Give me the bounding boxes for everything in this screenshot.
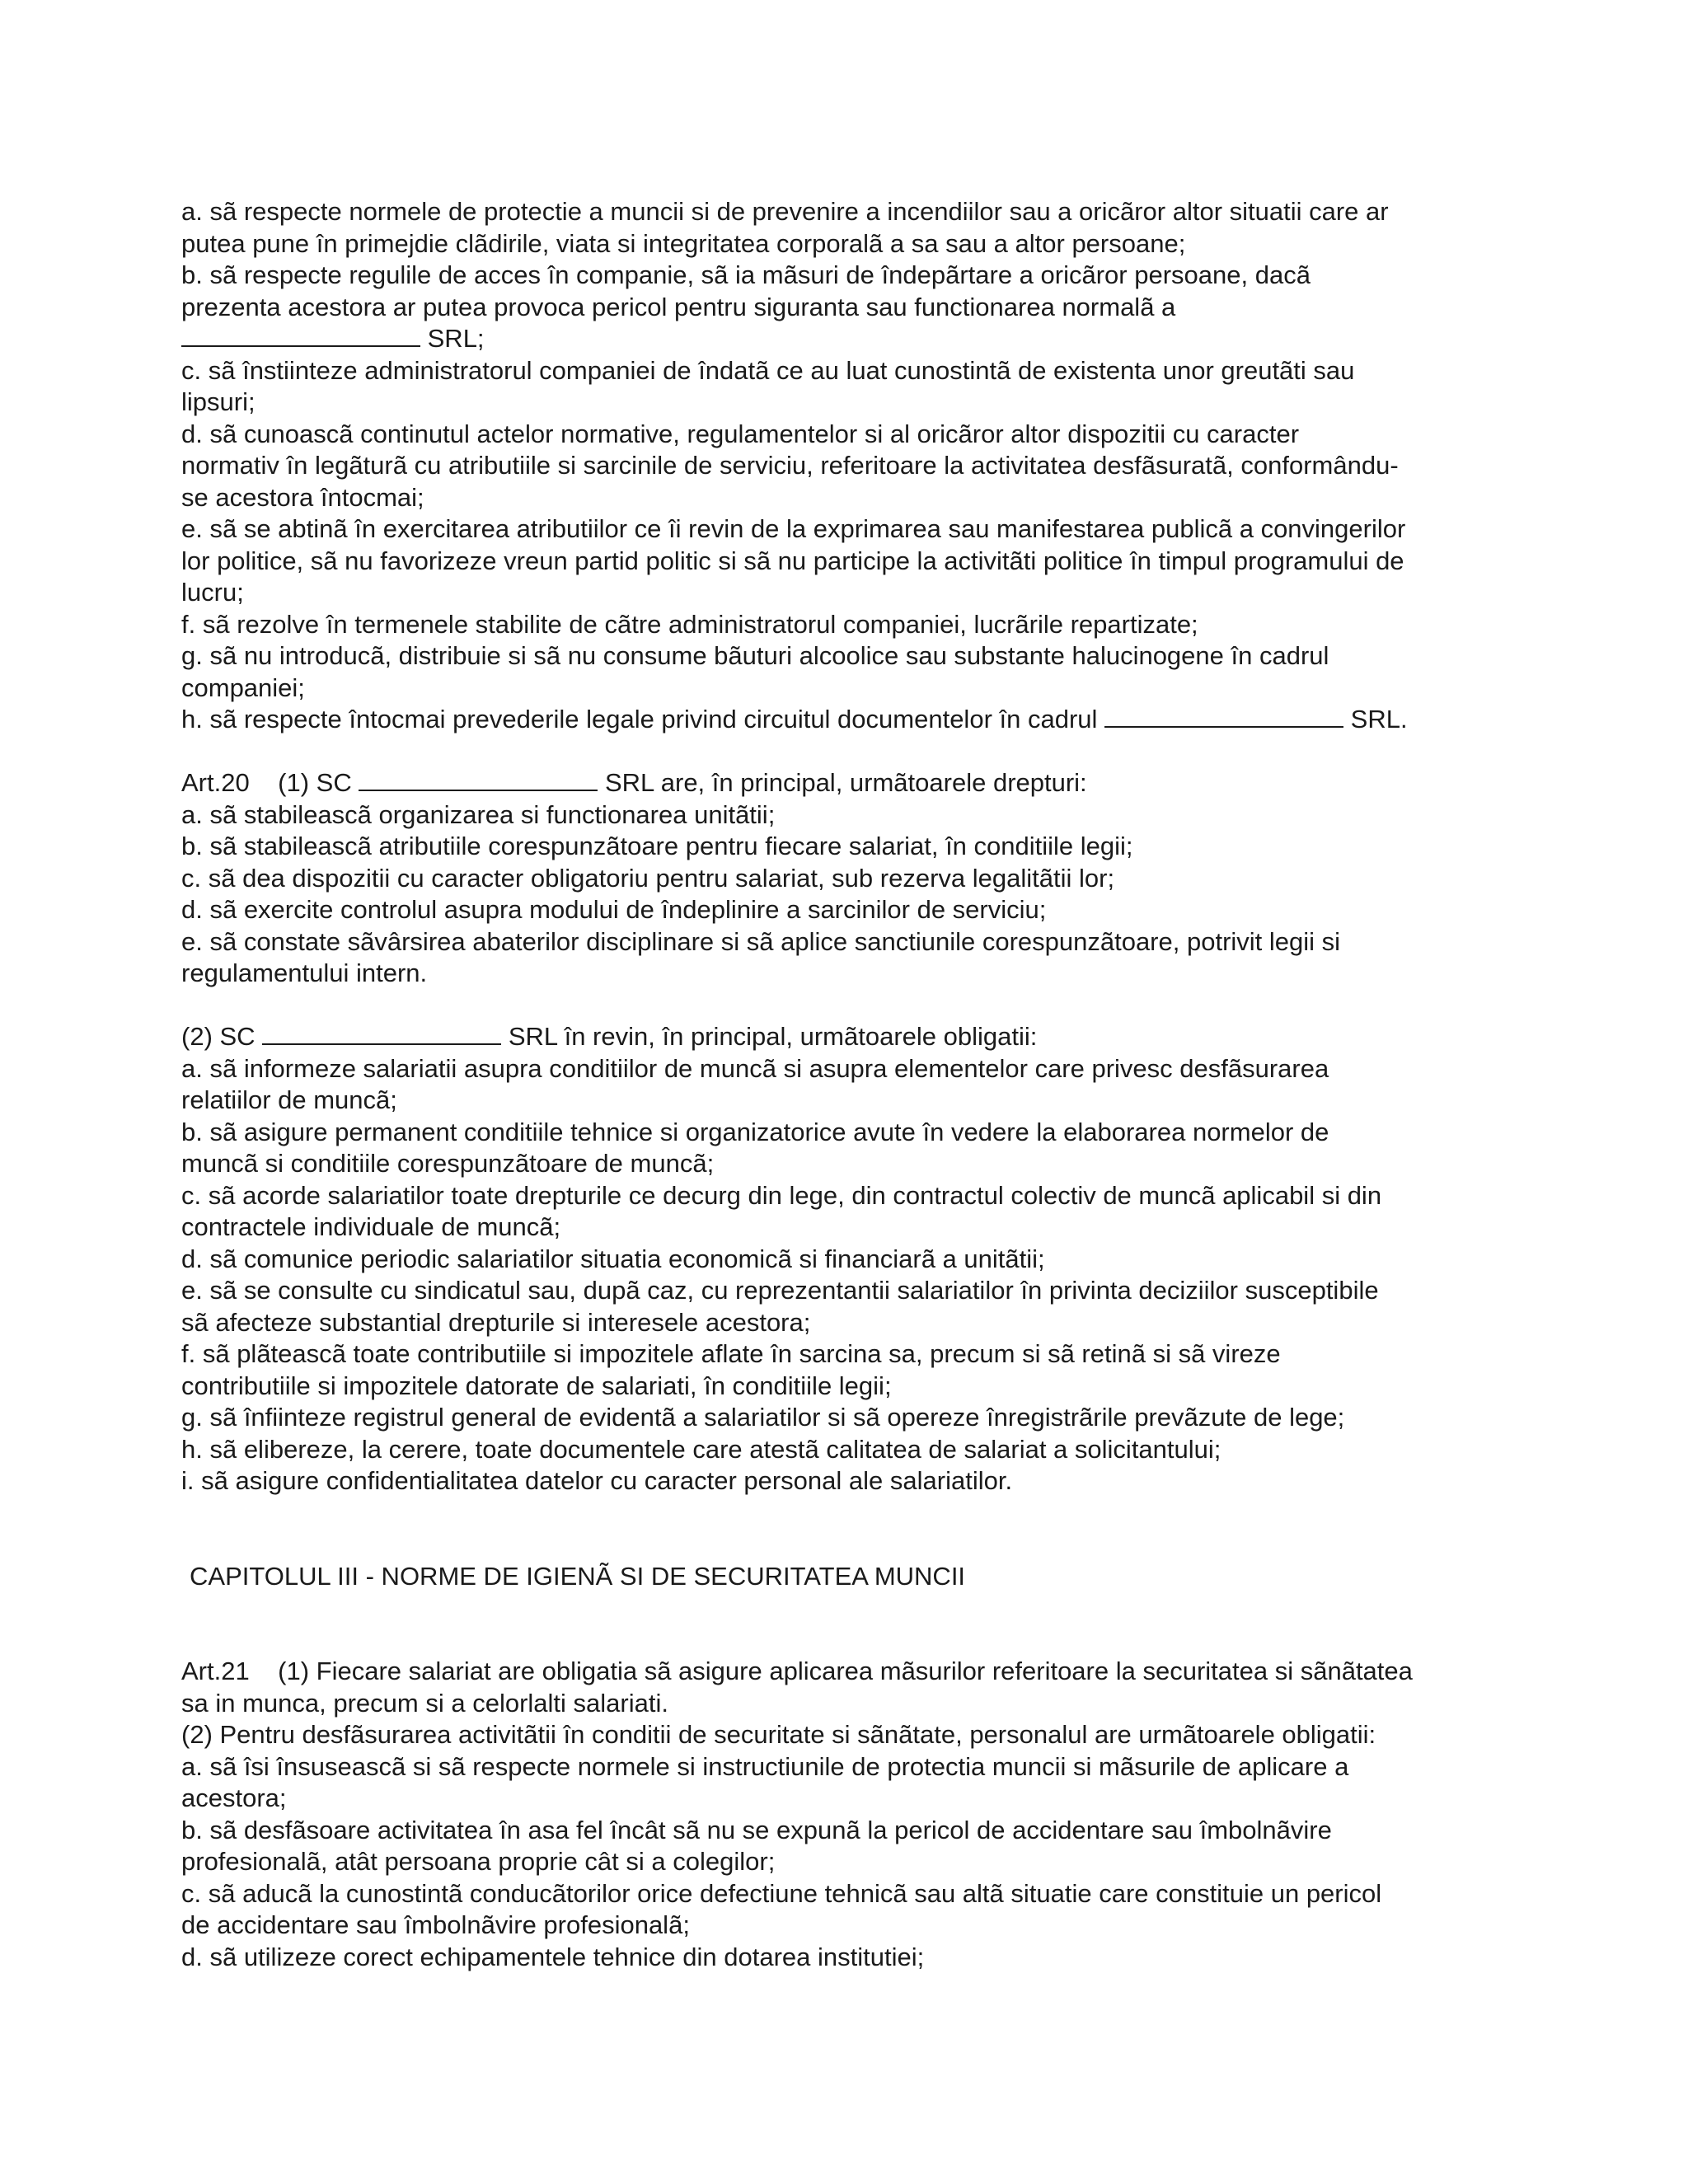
list-line: lipsuri; [181,387,256,416]
list-line [181,323,1517,355]
list-line: c. sã acorde salariatilor toate drepturile ce decurg din lege, din contractul colectiv de muncã aplicabil si din [181,1180,1382,1210]
list-line: b. sã asigure permanent conditiile tehnice si organizatorice avute în vedere la elaborarea normelor de [181,1117,1329,1146]
list-line: d. sã cunoascã continutul actelor normative, regulamentelor si al oricãror altor dispozitii cu caracter [181,419,1300,448]
srl-suffix: SRL; [427,324,485,353]
list-line: a. sã respecte normele de protectie a muncii si de prevenire a incendiilor sau a oricãror altor situatii care ar [181,197,1389,226]
list-line: h. sã elibereze, la cerere, toate documentele care atestã calitatea de salariat a solicitantului; [181,1434,1221,1464]
list-line: d. sã comunice periodic salariatilor situatia economicã si financiarã a unitãtii; [181,1244,1045,1273]
list-line: putea pune în primejdie clãdirile, viata si integritatea corporalã a sa sau a altor persoane; [181,228,1186,258]
company-name-blank [181,344,420,347]
list-line: d. sã utilizeze corect echipamentele tehnice din dotarea institutiei; [181,1942,925,1971]
list-line: profesionalã, atât persoana proprie cât si a colegilor; [181,1847,776,1876]
list-line: e. sã se abtinã în exercitarea atributiilor ce îi revin de la exprimarea sau manifestarea publicã a convingerilor [181,514,1406,543]
art20-prefix: Art.20 (1) SC [181,768,352,797]
list-line: a. sã informeze salariatii asupra conditiilor de muncã si asupra elementelor care privesc desfãsurarea [181,1053,1329,1083]
art21-safety [181,1656,1517,1973]
list-line: sa in munca, precum si a celorlalti salariati. [181,1688,668,1718]
document-page [181,196,1517,1973]
list-line: f. sã rezolve în termenele stabilite de cãtre administratorul companiei, lucrãrile repartizate; [181,609,1198,639]
srl-suffix: SRL. [1350,705,1408,733]
chapter-heading: CAPITOLUL III - NORME DE IGIENÃ SI DE SECURITATEA MUNCII [190,1561,966,1591]
art20-obligations [181,1021,1517,1497]
list-line: muncã si conditiile corespunzãtoare de muncã; [181,1149,715,1178]
list-line: normativ în legãturã cu atributiile si sarcinile de serviciu, referitoare la activitatea desfãsuratã, conformându- [181,451,1399,480]
list-line: acestora; [181,1783,287,1812]
employee-obligations-list [181,196,1517,736]
list-line: se acestora întocmai; [181,482,424,512]
list-line: e. sã constate sãvârsirea abaterilor disciplinare si sã aplice sanctiunile corespunzãtoare, potrivit legii si [181,926,1341,956]
list-line: e. sã se consulte cu sindicatul sau, dupã caz, cu reprezentantii salariatilor în privinta deciziilor susceptibile [181,1276,1379,1305]
list-line: de accidentare sau îmbolnãvire profesionalã; [181,1910,690,1939]
art20-2-prefix: (2) SC [181,1022,256,1051]
list-line: lor politice, sã nu favorizeze vreun partid politic si sã nu participe la activitãti politice în timpul programului de [181,546,1404,575]
list-line: i. sã asigure confidentialitatea datelor cu caracter personal ale salariatilor. [181,1466,1013,1495]
list-line: sã afecteze substantial drepturile si interesele acestora; [181,1307,811,1337]
company-name-blank [1104,725,1343,728]
list-line: c. sã înstiinteze administratorul companiei de îndatã ce au luat cunostintã de existenta unor greutãti sau [181,355,1355,385]
list-line: b. sã respecte regulile de acces în companie, sã ia mãsuri de îndepãrtare a oricãror persoane, dacã [181,260,1311,289]
list-line: contributiile si impozitele datorate de salariati, în conditiile legii; [181,1371,892,1400]
list-line: g. sã înfiinteze registrul general de evidentã a salariatilor si sã opereze înregistrãrile prevãzute de lege; [181,1403,1345,1432]
list-line: regulamentului intern. [181,958,428,987]
list-line: contractele individuale de muncã; [181,1212,561,1241]
company-name-blank [262,1043,501,1045]
line-h-text: h. sã respecte întocmai prevederile legale privind circuitul documentelor în cadrul [181,705,1098,733]
art20-suffix: SRL are, în principal, urmãtoarele drepturi: [604,768,1087,797]
list-line: (2) Pentru desfãsurarea activitãtii în conditii de securitate si sãnãtate, personalul are urmãtoarele obligatii: [181,1720,1376,1749]
list-line: d. sã exercite controlul asupra modului de îndeplinire a sarcinilor de serviciu; [181,895,1047,924]
list-line: lucru; [181,578,244,607]
list-line: c. sã dea dispozitii cu caracter obligatoriu pentru salariat, sub rezerva legalitãtii lor; [181,863,1115,893]
art20-rights [181,767,1517,990]
art20-2-suffix: SRL în revin, în principal, urmãtoarele obligatii: [508,1022,1038,1051]
list-line: relatiilor de muncã; [181,1085,397,1114]
list-line: companiei; [181,673,305,702]
list-line: a. sã stabileascã organizarea si functionarea unitãtii; [181,799,776,829]
list-line: Art.21 (1) Fiecare salariat are obligatia sã asigure aplicarea mãsurilor referitoare la securitatea si sãnãtatea [181,1657,1413,1685]
list-line: b. sã stabileascã atributiile corespunzãtoare pentru fiecare salariat, în conditiile legii; [181,832,1133,860]
list-line: f. sã plãteascã toate contributiile si impozitele aflate în sarcina sa, precum si sã retinã si sã vireze [181,1339,1281,1368]
list-line: a. sã îsi însuseascã si sã respecte normele si instructiunile de protectia muncii si mãsurile de aplicare a [181,1751,1349,1781]
list-line: c. sã aducã la cunostintã conducãtorilor orice defectiune tehnicã sau altã situatie care constituie un pericol [181,1878,1382,1908]
list-line: g. sã nu introducã, distribuie si sã nu consume bãuturi alcoolice sau substante halucinogene în cadrul [181,641,1329,670]
article-intro [181,1021,1517,1053]
article-intro [181,767,1517,799]
list-line [181,704,1517,736]
list-line: b. sã desfãsoare activitatea în asa fel încât sã nu se expunã la pericol de accidentare sau îmbolnãvire [181,1815,1332,1844]
list-line: prezenta acestora ar putea provoca pericol pentru siguranta sau functionarea normalã a [181,292,1176,321]
company-name-blank [359,789,598,791]
